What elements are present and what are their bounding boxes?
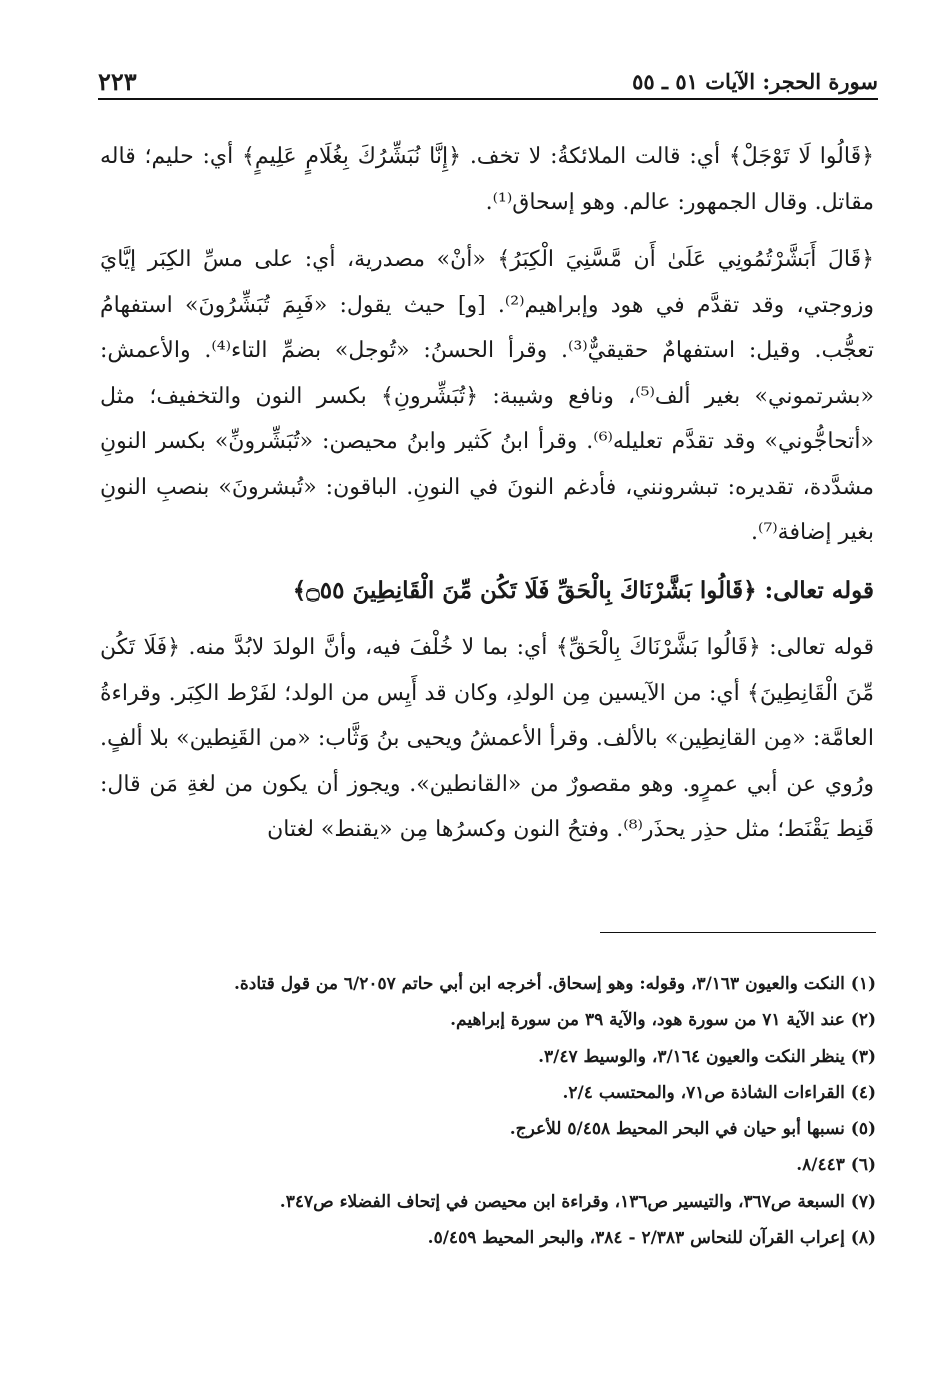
paragraph: ﴿قَالُوا لَا تَوْجَلْ﴾ أي: قالت الملائكةُ: لا تخف. ﴿إِنَّا نُبَشِّرُكَ بِغُلَامٍ عَلِيمٍ﴾ أي: حليم؛ قاله مقاتل. وقال الجمهور: عالم. وهو إسحاق⁽¹⁾. [100, 144, 874, 215]
footnote-separator [600, 932, 876, 933]
footnote: (٧) السبعة ص٣٦٧، والتيسير ص١٣٦، وقراءة ابن محيصن في إتحاف الفضلاء ص٣٤٧. [279, 1191, 876, 1212]
footnote: (٨) إعراب القرآن للنحاس ٢/٣٨٣ - ٣٨٤، والبحر المحيط ٥/٤٥٩. [427, 1228, 876, 1249]
main-text [100, 134, 874, 865]
footnotes [140, 966, 876, 1256]
footnote: (٥) نسبها أبو حيان في البحر المحيط ٥/٤٥٨ للأعرج. [509, 1119, 876, 1140]
footnote: (٤) القراءات الشاذة ص٧١، والمحتسب ٢/٤. [562, 1082, 876, 1103]
footnote: (٣) ينظر النكت والعيون ٣/١٦٤، والوسيط ٣/٤٧. [538, 1046, 876, 1067]
verse-heading: قوله تعالى: ﴿قَالُوا بَشَّرْنَاكَ بِالْحَقِّ فَلَا تَكُن مِّنَ الْقَانِطِينَ ۝٥٥﴾ [292, 576, 874, 604]
footnote: (٦) ٨/٤٤٣. [796, 1155, 876, 1176]
page-header [98, 64, 878, 100]
footnote: (١) النكت والعيون ٣/١٦٣، وقوله: وهو إسحاق. أخرجه ابن أبي حاتم ٦/٢٠٥٧ من قول قتادة. [233, 974, 876, 994]
paragraph: ﴿قَالَ أَبَشَّرْتُمُونِي عَلَىٰ أَن مَّسَّنِيَ الْكِبَرُ﴾ «أنْ» مصدرية، أي: على مسِّ الكِبَر إيَّايَ وزوجتي، وقد تقدَّم في هود وإبراهيم⁽²⁾. [و] حيث يقول: «فَبِمَ تُبَشِّرُونَ» استفهامُ تعجُّب. وقيل: استفهامٌ حقيقيٌّ⁽³⁾. وقرأ الحسنُ: «تُوجل» بضمِّ التاء⁽⁴⁾. والأعمش: «بشرتموني» بغير ألف⁽⁵⁾، ونافع وشيبة: ﴿تُبَشِّرونِ﴾ بكسر النون والتخفيف؛ مثل «أتحاجُّوني» وقد تقدَّم تعليله⁽⁶⁾. وقرأ ابنُ كَثير وابنُ محيصن: «تُبَشِّرونِّ» بكسر النونِ مشدَّدة، تقديره: تبشرونني، فأدغم النونَ في النونِ. الباقون: «تُبشرونَ» بنصبِ النونِ بغير إضافة⁽⁷⁾. [100, 247, 874, 545]
paragraph: قوله تعالى: ﴿قَالُوا بَشَّرْنَاكَ بِالْحَقِّ﴾ أي: بما لا خُلْفَ فيه، وأنَّ الولدَ لابُدَّ منه. ﴿فَلَا تَكُن مِّنَ الْقَانِطِينَ﴾ أي: من الآيسين مِن الولدِ، وكان قد أَيِس من الولد؛ لفَرْط الكِبَر. وقراءةُ العامَّة: «مِن القانِطِين» بالألف. وقرأ الأعمشُ ويحيى بنُ وَثَّاب: «من القَنِطين» بلا ألفٍ. ورُوي عن أبي عمرٍو. وهو مقصورٌ من «القانطين». ويجوز أن يكون من لغةِ مَن قال: قَنِط يَقْنَط؛ مثل حذِر يحذَر⁽⁸⁾. وفتحُ النون وكسرُها مِن «يقنط» لغتان [100, 635, 874, 842]
footnote: (٢) عند الآية ٧١ من سورة هود، والآية ٣٩ من سورة إبراهيم. [450, 1010, 876, 1031]
running-title: سورة الحجر: الآيات ٥١ ـ ٥٥ [632, 68, 878, 94]
page-number: ٢٢٣ [98, 66, 137, 96]
